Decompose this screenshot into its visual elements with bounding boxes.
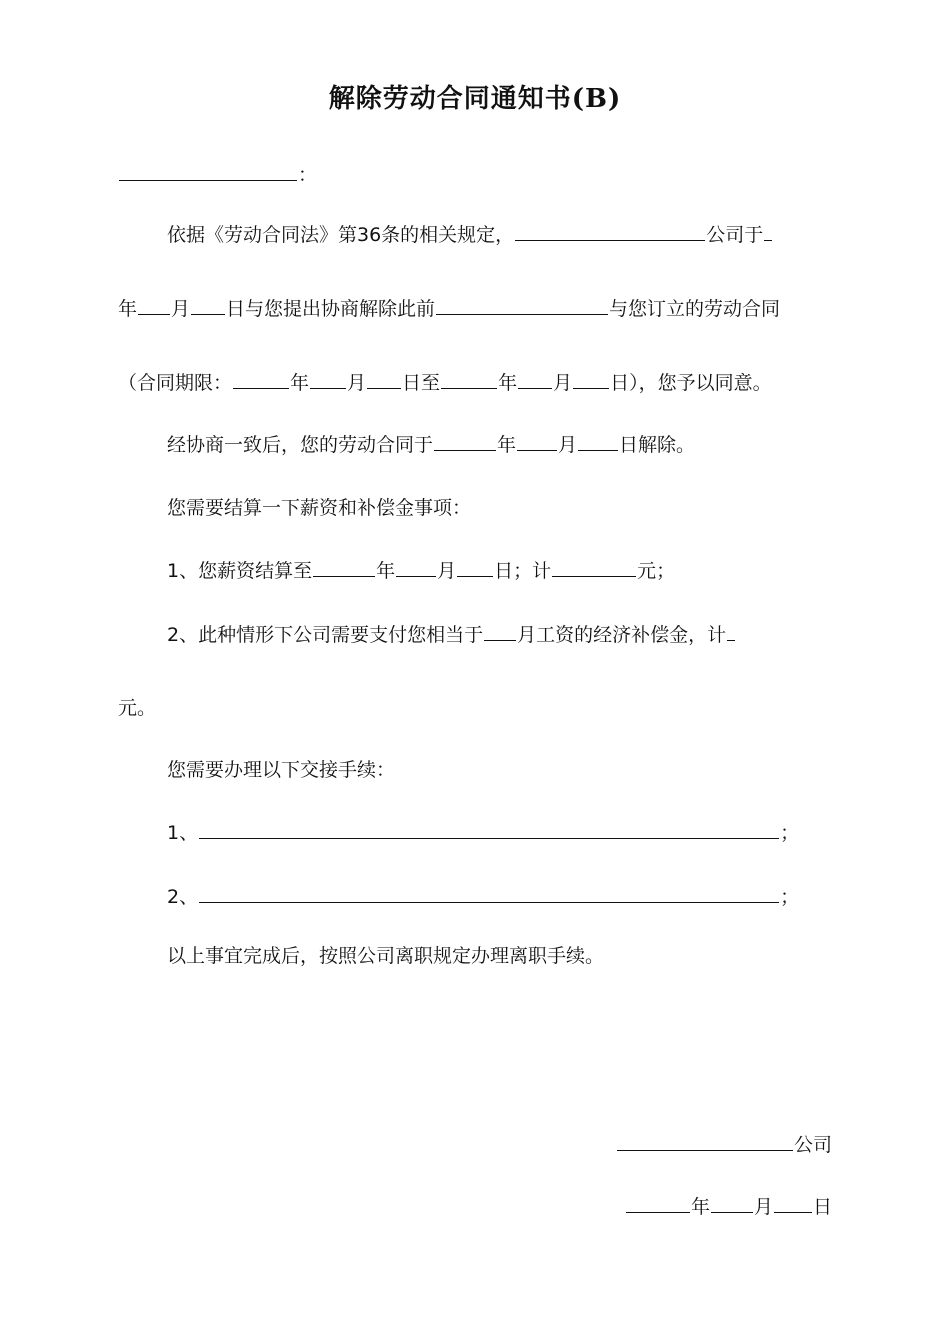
handover-item-2: 2、 ； bbox=[167, 882, 799, 911]
termination-month-blank[interactable] bbox=[517, 430, 557, 451]
term-start-year-blank[interactable] bbox=[233, 368, 289, 389]
salary-year-blank[interactable] bbox=[313, 556, 375, 577]
proposal-year-blank-start[interactable] bbox=[764, 220, 772, 241]
para2-line: 经协商一致后，您的劳动合同于 年 月 日解除。 bbox=[167, 430, 695, 459]
para3-line: 您需要结算一下薪资和补偿金事项： bbox=[167, 497, 472, 519]
recipient-blank[interactable] bbox=[119, 160, 297, 181]
term-end-day-blank[interactable] bbox=[573, 368, 609, 389]
signature-company-blank[interactable] bbox=[617, 1130, 793, 1151]
company-name-blank[interactable] bbox=[515, 220, 705, 241]
term-end-month-blank[interactable] bbox=[518, 368, 552, 389]
salary-month-blank[interactable] bbox=[396, 556, 436, 577]
signature-day-blank[interactable] bbox=[774, 1192, 812, 1213]
handover-2-blank[interactable] bbox=[199, 882, 779, 903]
salutation-line: ： bbox=[118, 160, 317, 189]
signature-year-blank[interactable] bbox=[626, 1192, 690, 1213]
contract-party-blank[interactable] bbox=[436, 294, 608, 315]
salary-amount-blank[interactable] bbox=[552, 556, 636, 577]
item2-line1: 2、此种情形下公司需要支付您相当于 月工资的经济补偿金，计 bbox=[167, 620, 736, 649]
compensation-months-blank[interactable] bbox=[484, 620, 516, 641]
termination-day-blank[interactable] bbox=[578, 430, 618, 451]
handover-item-1: 1、 ； bbox=[167, 818, 799, 847]
para4-line: 您需要办理以下交接手续： bbox=[167, 759, 396, 781]
para5-line: 以上事宜完成后，按照公司离职规定办理离职手续。 bbox=[167, 945, 605, 967]
salary-day-blank[interactable] bbox=[457, 556, 493, 577]
signature-date: 年 月 日 bbox=[625, 1192, 832, 1221]
term-start-month-blank[interactable] bbox=[310, 368, 346, 389]
handover-1-blank[interactable] bbox=[199, 818, 779, 839]
term-start-day-blank[interactable] bbox=[367, 368, 401, 389]
proposal-month-blank[interactable] bbox=[138, 294, 170, 315]
para1-line2: 年 月 日与您提出协商解除此前 与您订立的劳动合同 bbox=[118, 294, 780, 323]
para1-line1: 依据《劳动合同法》第36条的相关规定， 公司于 bbox=[167, 220, 773, 249]
signature-company: 公司 bbox=[616, 1130, 832, 1159]
term-end-year-blank[interactable] bbox=[441, 368, 497, 389]
compensation-amount-blank-start[interactable] bbox=[727, 620, 735, 641]
item1-line: 1、您薪资结算至 年 月 日；计 元； bbox=[167, 556, 675, 585]
signature-month-blank[interactable] bbox=[711, 1192, 753, 1213]
proposal-day-blank[interactable] bbox=[191, 294, 225, 315]
item2-line2: 元。 bbox=[118, 697, 157, 719]
para1-line3: （合同期限： 年 月 日至 年 月 日），您予以同意。 bbox=[118, 368, 772, 397]
document-title: 解除劳动合同通知书(B) bbox=[328, 84, 622, 114]
termination-year-blank[interactable] bbox=[434, 430, 496, 451]
